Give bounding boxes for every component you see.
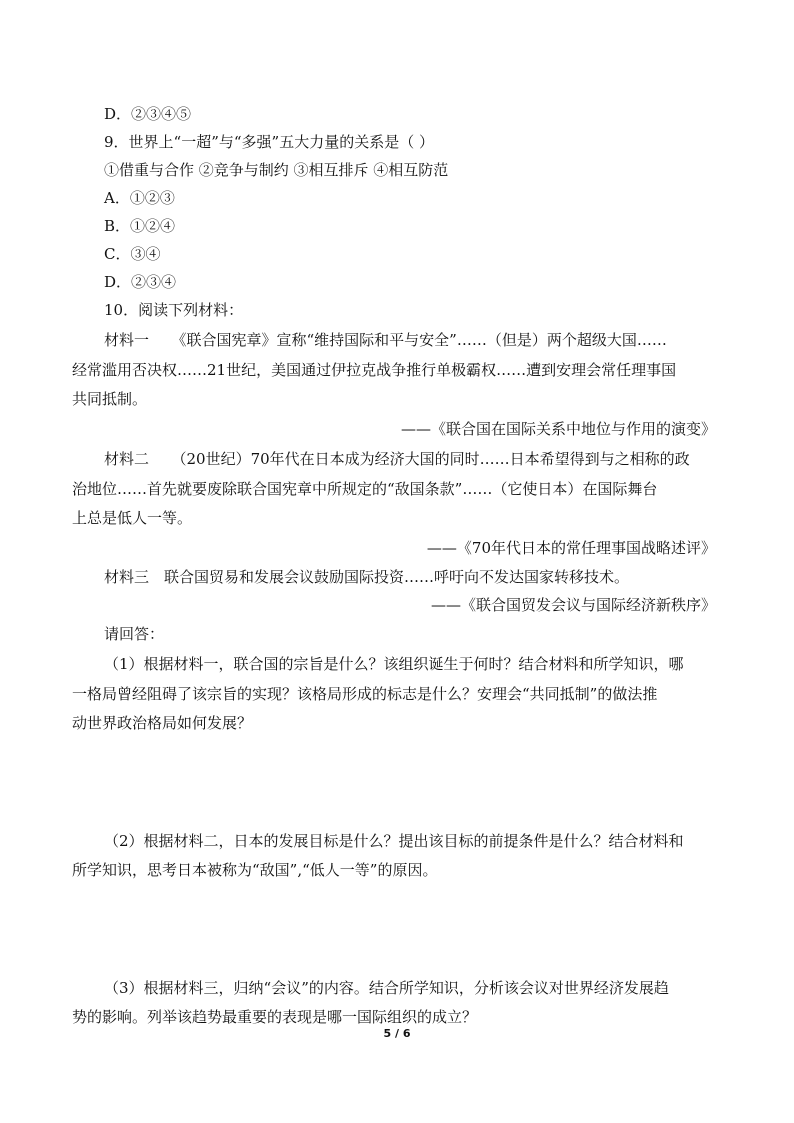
q9-stem: 9．世界上“一超”与“多强”五大力量的关系是（ ） [104, 133, 434, 151]
answer-prompt: 请回答： [104, 625, 165, 643]
sub-question-3-line-2: 势的影响。列举该趋势最重要的表现是哪一国际组织的成立？ [72, 1008, 478, 1026]
q9-option-b: B．①②④ [104, 217, 176, 235]
material-1-line-1: 材料一 《联合国宪章》宣称“维持国际和平与安全”……（但是）两个超级大国…… [104, 331, 667, 349]
q8-option-d: D．②③④⑤ [104, 105, 192, 123]
material-2-line-3: 上总是低人一等。 [72, 509, 193, 527]
q9-option-d: D．②③④ [104, 273, 177, 291]
material-3-source: ——《联合国贸发会议与国际经济新秩序》 [430, 596, 716, 614]
q9-option-a: A．①②③ [104, 189, 175, 207]
material-1-line-2: 经常滥用否决权……21世纪，美国通过伊拉克战争推行单极霸权……遭到安理会常任理事国 [72, 361, 677, 379]
material-2-source: ——《70年代日本的常任理事国战略述评》 [426, 539, 716, 557]
q10-stem: 10．阅读下列材料： [104, 301, 244, 319]
sub-question-2-line-2: 所学知识，思考日本被称为“敌国”,“低人一等”的原因。 [72, 861, 438, 879]
q9-option-c: C．③④ [104, 245, 161, 263]
material-2-line-2: 治地位……首先就要废除联合国宪章中所规定的“敌国条款”……（它使日本）在国际舞台 [72, 480, 658, 498]
material-1-source: ——《联合国在国际关系中地位与作用的演变》 [400, 420, 716, 438]
material-3-line-1: 材料三 联合国贸易和发展会议鼓励国际投资……呼吁向不发达国家转移技术。 [104, 568, 630, 586]
sub-question-1-line-3: 动世界政治格局如何发展？ [72, 714, 253, 732]
page-number: 5 / 6 [383, 1027, 411, 1040]
q9-items: ①借重与合作 ②竞争与制约 ③相互排斥 ④相互防范 [104, 161, 449, 179]
sub-question-3-line-1: （3）根据材料三，归纳“会议”的内容。结合所学知识，分析该会议对世界经济发展趋 [104, 979, 669, 997]
material-2-line-1: 材料二 （20世纪）70年代在日本成为经济大国的同时……日本希望得到与之相称的政 [104, 450, 690, 468]
material-1-line-3: 共同抵制。 [72, 390, 148, 408]
sub-question-1-line-1: （1）根据材料一，联合国的宗旨是什么？该组织诞生于何时？结合材料和所学知识，哪 [104, 655, 684, 673]
sub-question-1-line-2: 一格局曾经阻碍了该宗旨的实现？该格局形成的标志是什么？安理会“共同抵制”的做法推 [72, 685, 658, 703]
sub-question-2-line-1: （2）根据材料二，日本的发展目标是什么？提出该目标的前提条件是什么？结合材料和 [104, 832, 684, 850]
